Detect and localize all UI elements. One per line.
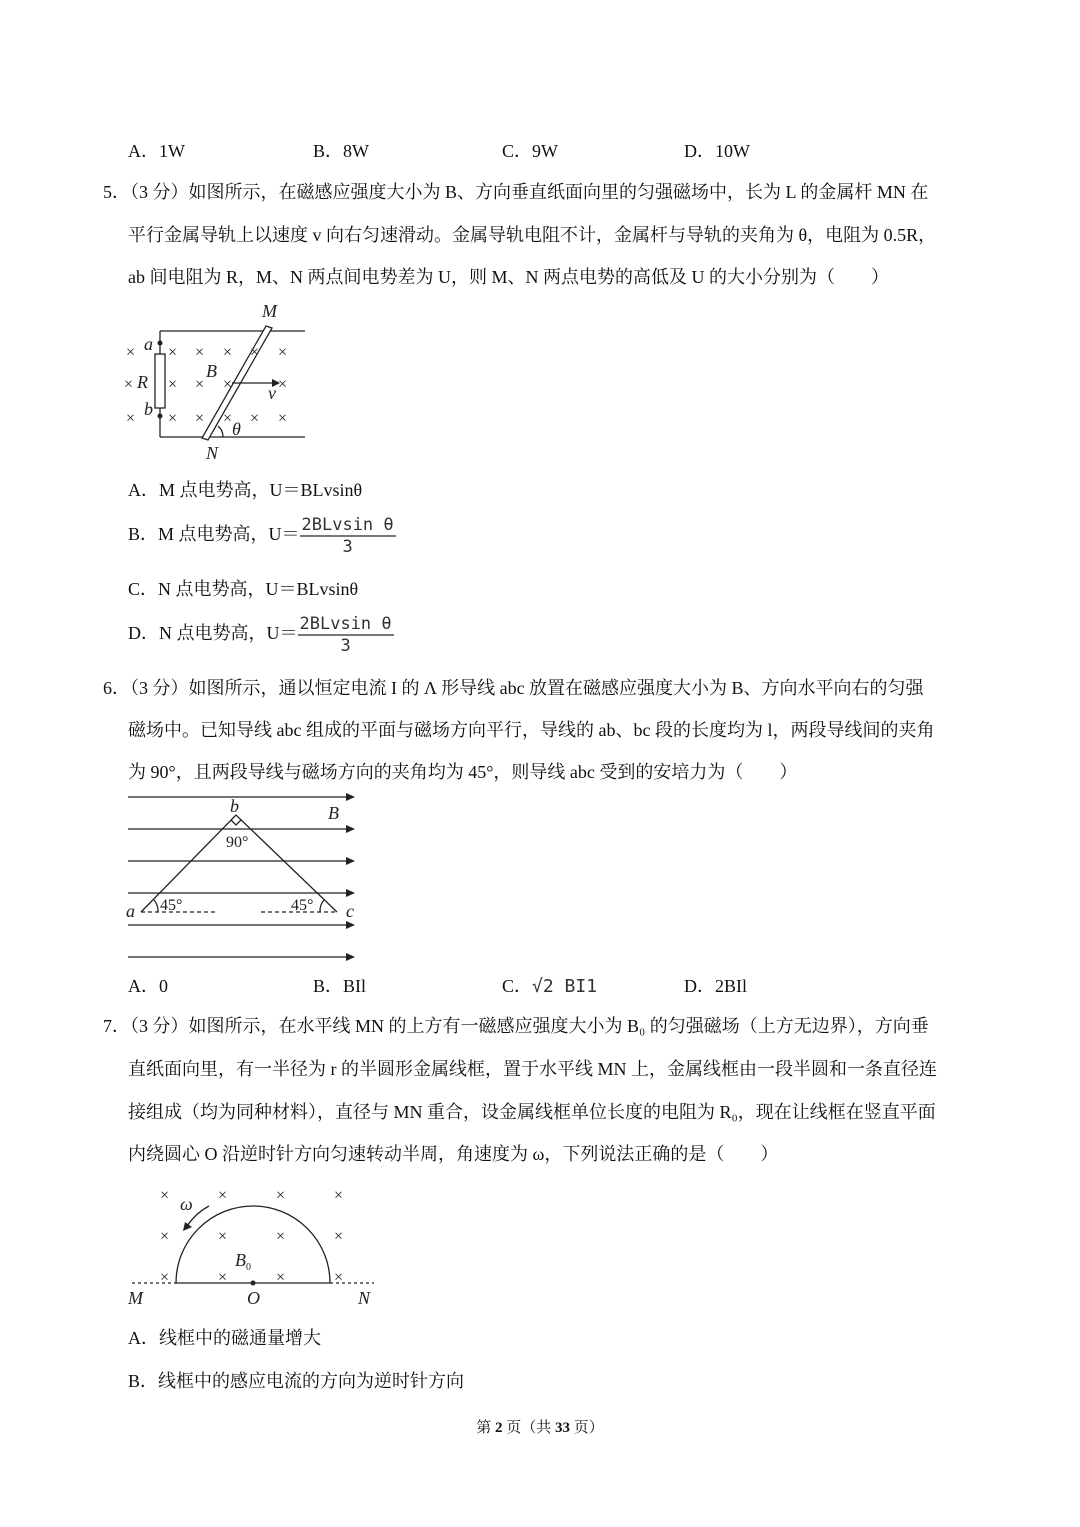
svg-text:×: × bbox=[218, 1269, 228, 1286]
fraction bbox=[300, 515, 396, 557]
q6-option-d: D．2BIl bbox=[684, 976, 747, 996]
angle-45-left-label: 45° bbox=[160, 897, 183, 914]
label-b0 bbox=[235, 1250, 251, 1273]
q7-text-line: 直纸面向里，有一半径为 r 的半圆形金属线框，置于水平线 MN 上，金属线框由一段半圆和一条直径连 bbox=[128, 1059, 937, 1079]
svg-text:×: × bbox=[168, 410, 178, 427]
q5-option-a: A．M 点电势高，U＝BLvsinθ bbox=[128, 480, 363, 500]
label-v: v bbox=[268, 383, 276, 403]
label-b0-main: B bbox=[235, 1250, 246, 1270]
q5-option-d bbox=[128, 614, 394, 656]
angle-45-right-label: 45° bbox=[291, 897, 314, 914]
svg-text:×: × bbox=[223, 376, 233, 393]
label-b: b bbox=[144, 399, 153, 419]
q5-option-b-prefix: B．M 点电势高，U＝ bbox=[128, 524, 300, 545]
q6-text-line: 为 90°，且两段导线与磁场方向的夹角均为 45°，则导线 abc 受到的安培力为（ ） bbox=[128, 762, 798, 782]
svg-text:×: × bbox=[160, 1228, 170, 1245]
svg-text:×: × bbox=[223, 344, 233, 361]
numerator: 2BLvsin θ bbox=[301, 515, 394, 535]
q6-option-c-prefix: C． bbox=[502, 976, 533, 996]
label-a: a bbox=[144, 334, 153, 354]
q6-text-line: 6．（3 分）如图所示，通以恒定电流 I 的 Λ 形导线 abc 放置在磁感应强度大小为 B、方向水平向右的匀强 bbox=[103, 678, 924, 698]
label-n: N bbox=[206, 443, 219, 463]
q7-option-b: B．线框中的感应电流的方向为逆时针方向 bbox=[128, 1371, 465, 1391]
q6-option-a: A．0 bbox=[128, 976, 168, 996]
svg-text:×: × bbox=[250, 410, 260, 427]
label-field-b: B bbox=[206, 361, 217, 381]
svg-text:×: × bbox=[278, 410, 288, 427]
svg-text:×: × bbox=[278, 344, 288, 361]
angle-90-label: 90° bbox=[226, 834, 249, 851]
q4-option-a: A．1W bbox=[128, 141, 185, 161]
svg-text:×: × bbox=[218, 1228, 228, 1245]
svg-text:×: × bbox=[124, 376, 134, 393]
label-c: c bbox=[346, 901, 354, 921]
q7-text-line: 7．（3 分）如图所示，在水平线 MN 的上方有一磁感应强度大小为 B₀ 的匀强磁场（上方无边界），方向垂 bbox=[103, 1016, 929, 1036]
page-footer bbox=[0, 1416, 1080, 1437]
label-r: R bbox=[137, 372, 148, 392]
label-n: N bbox=[358, 1288, 371, 1308]
label-m: M bbox=[128, 1288, 143, 1308]
q5-text-line: ab 间电阻为 R，M、N 两点间电势差为 U，则 M、N 两点电势的高低及 U 的大小分别为（ ） bbox=[128, 267, 889, 287]
label-a: a bbox=[126, 901, 135, 921]
svg-text:×: × bbox=[334, 1228, 344, 1245]
q7-text-line: 内绕圆心 O 沿逆时针方向匀速转动半周，角速度为 ω，下列说法正确的是（ ） bbox=[128, 1144, 779, 1164]
numerator: 2BLvsin θ bbox=[299, 614, 392, 634]
label-m: M bbox=[262, 301, 277, 321]
svg-text:×: × bbox=[195, 410, 205, 427]
denominator: 3 bbox=[340, 636, 351, 656]
q6-diagram bbox=[110, 790, 360, 970]
q4-option-d: D．10W bbox=[684, 141, 750, 161]
label-theta: θ bbox=[232, 419, 241, 439]
svg-text:×: × bbox=[278, 376, 288, 393]
svg-text:×: × bbox=[334, 1187, 344, 1204]
svg-text:×: × bbox=[218, 1187, 228, 1204]
footer-prefix: 第 bbox=[476, 1420, 495, 1436]
footer-total-pages: 33 bbox=[555, 1420, 570, 1436]
label-omega: ω bbox=[180, 1194, 193, 1214]
q6-option-c-value: √2 BI1 bbox=[532, 976, 598, 997]
label-b0-sub: 0 bbox=[246, 1262, 251, 1273]
svg-text:×: × bbox=[195, 344, 205, 361]
svg-text:×: × bbox=[223, 410, 233, 427]
svg-text:×: × bbox=[126, 344, 136, 361]
q4-option-b: B．8W bbox=[313, 141, 369, 161]
svg-text:×: × bbox=[168, 376, 178, 393]
svg-text:×: × bbox=[276, 1187, 286, 1204]
footer-suffix: 页） bbox=[570, 1420, 604, 1436]
svg-text:×: × bbox=[195, 376, 205, 393]
q4-option-c: C．9W bbox=[502, 141, 558, 161]
label-field-b: B bbox=[328, 803, 339, 823]
footer-middle: 页（共 bbox=[502, 1420, 555, 1436]
svg-text:×: × bbox=[160, 1269, 170, 1286]
q5-text-line: 平行金属导轨上以速度 v 向右匀速滑动。金属导轨电阻不计，金属杆与导轨的夹角为 θ，电阻为 0.5R， bbox=[128, 225, 937, 245]
fraction bbox=[298, 614, 394, 656]
svg-text:×: × bbox=[250, 344, 260, 361]
q6-option-c bbox=[502, 974, 597, 999]
svg-text:×: × bbox=[160, 1187, 170, 1204]
svg-text:×: × bbox=[276, 1269, 286, 1286]
label-o: O bbox=[247, 1288, 260, 1308]
q6-option-b: B．BIl bbox=[313, 976, 367, 996]
q6-text-line: 磁场中。已知导线 abc 组成的平面与磁场方向平行，导线的 ab、bc 段的长度均为 l，两段导线间的夹角 bbox=[128, 720, 935, 740]
q7-diagram bbox=[110, 1175, 390, 1315]
footer-page-number: 2 bbox=[494, 1420, 503, 1436]
q5-option-c: C．N 点电势高，U＝BLvsinθ bbox=[128, 579, 359, 599]
q5-diagram bbox=[110, 300, 310, 465]
svg-text:×: × bbox=[334, 1269, 344, 1286]
svg-text:×: × bbox=[276, 1228, 286, 1245]
q5-option-d-prefix: D．N 点电势高，U＝ bbox=[128, 623, 298, 644]
label-b: b bbox=[230, 796, 239, 816]
denominator: 3 bbox=[342, 537, 353, 557]
svg-text:×: × bbox=[126, 410, 136, 427]
q5-text-line: 5．（3 分）如图所示，在磁感应强度大小为 B、方向垂直纸面向里的匀强磁场中，长为 L 的金属杆 MN 在 bbox=[103, 182, 929, 202]
q5-option-b bbox=[128, 515, 396, 557]
q7-option-a: A．线框中的磁通量增大 bbox=[128, 1328, 321, 1348]
svg-text:×: × bbox=[168, 344, 178, 361]
q7-text-line: 接组成（均为同种材料），直径与 MN 重合，设金属线框单位长度的电阻为 R₀，现在让线框在竖直平面 bbox=[128, 1102, 936, 1122]
